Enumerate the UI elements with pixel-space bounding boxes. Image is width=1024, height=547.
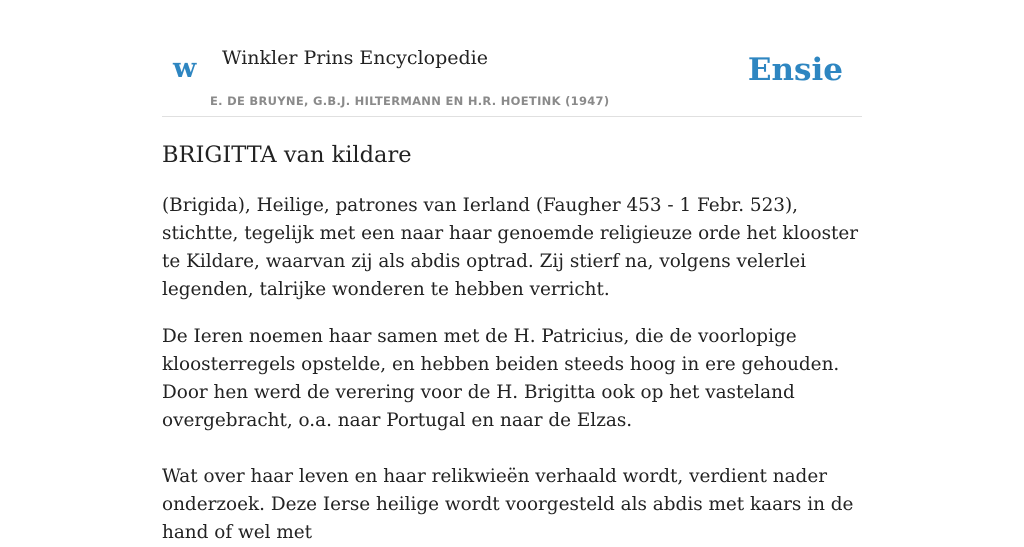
article-paragraph-2: De Ieren noemen haar samen met de H. Patricius, die de voorlopige kloosterregels opstelde, en hebben beiden steeds hoog in ere gehouden. Door hen werd de verering voor de H. Brigitta ook op het vasteland overgebracht, o.a. naar Portugal en naar de Elzas. xyxy=(162,326,840,431)
site-header xyxy=(162,0,862,117)
page-container xyxy=(162,0,862,543)
source-byline: E. DE BRUYNE, G.B.J. HILTERMANN EN H.R. HOETINK (1947) xyxy=(210,94,610,108)
article-paragraph-3: Wat over haar leven en haar relikwieën verhaald wordt, verdient nader onderzoek. Deze Ierse heilige wordt voorgesteld als abdis met kaars in de hand of wel met xyxy=(162,466,854,543)
ensie-brand-link[interactable]: Ensie xyxy=(747,52,843,88)
site-title[interactable]: Winkler Prins Encyclopedie xyxy=(222,47,488,69)
article-title: BRIGITTA van kildare xyxy=(162,142,412,168)
article-paragraph-1: (Brigida), Heilige, patrones van Ierland (Faugher 453 - 1 Febr. 523), stichtte, tegelijk met een naar haar genoemde religieuze orde het klooster te Kildare, waarvan zij als abdis optrad. Zij stierf na, volgens velerlei legenden, talrijke wonderen te hebben verricht. xyxy=(162,195,859,300)
site-logo[interactable]: w xyxy=(173,53,197,84)
